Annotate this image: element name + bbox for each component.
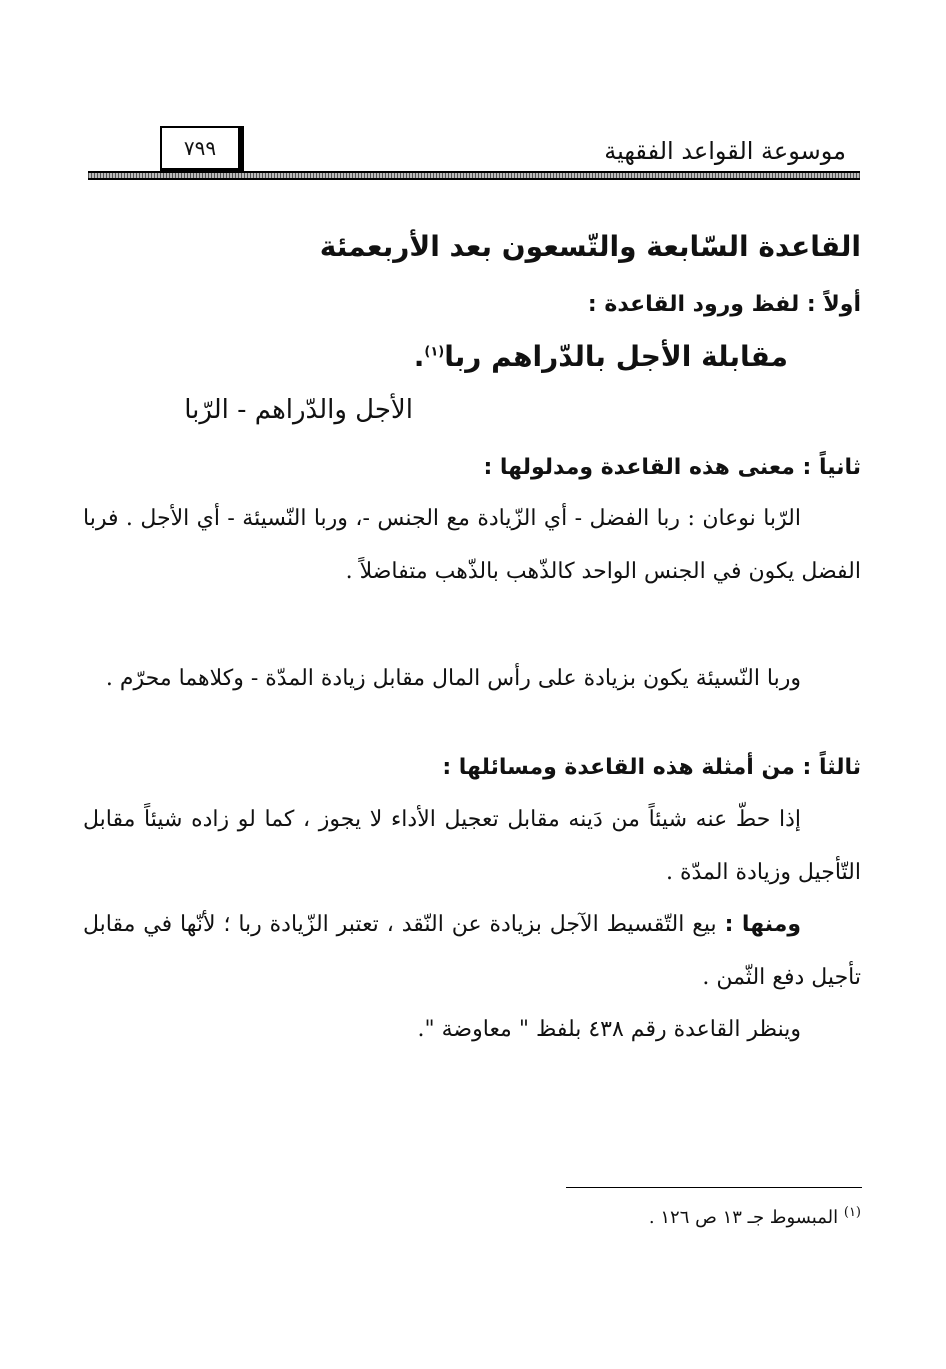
examples-paragraph-3: وينظر القاعدة رقم ٤٣٨ بلفظ " معاوضة ".	[417, 1017, 801, 1042]
footnote-marker: (١)	[843, 1205, 861, 1220]
footnote-ref: (١)	[424, 344, 445, 360]
footnote	[649, 1205, 861, 1228]
meaning-paragraph-1: الرّبا نوعان : ربا الفضل - أي الزّيادة مع الجنس -، وربا النّسيئة - أي الأجل . فربا الفضل يكون في الجنس الواحد كالذّهب بالذّهب متفاضلاً .	[83, 506, 861, 584]
meaning-paragraph-2: وربا النّسيئة يكون بزيادة على رأس المال مقابل زيادة المدّة - وكلاهما محرّم .	[105, 666, 801, 691]
footnote-text: المبسوط جـ ١٣ ص ١٢٦ .	[648, 1207, 839, 1228]
rule-title: القاعدة السّابعة والتّسعون بعد الأربعمئة	[319, 230, 861, 263]
examples-paragraph-2	[83, 898, 861, 1004]
section-heading-meaning: ثانياً : معنى هذه القاعدة ومدلولها :	[483, 455, 861, 480]
book-title: موسوعة القواعد الفقهية	[604, 137, 846, 165]
examples-paragraph-1: إذا حطّ عنه شيئاً من دَينه مقابل تعجيل الأداء لا يجوز ، كما لو زاده شيئاً مقابل التّأجيل وزيادة المدّة .	[83, 807, 861, 885]
keywords: الأجل والدّراهم - الرّبا	[184, 395, 413, 425]
rule-text-period: .	[413, 340, 425, 373]
header-rule	[88, 171, 860, 180]
section-heading-wording: أولاً : لفظ ورود القاعدة :	[587, 292, 861, 317]
rule-text	[414, 340, 788, 373]
rule-text-body: مقابلة الأجل بالدّراهم ربا	[444, 340, 788, 373]
page-number: ٧٩٩	[160, 126, 244, 172]
examples-paragraph-2-lead: ومنها :	[724, 912, 801, 937]
section-heading-examples: ثالثاً : من أمثلة هذه القاعدة ومسائلها :	[442, 755, 861, 780]
examples-paragraph-2-body: بيع التّقسيط الآجل بزيادة عن النّقد ، تعتبر الزّيادة ربا ؛ لأنّها في مقابل تأجيل دفع الثّمن .	[83, 912, 861, 990]
footnote-rule	[566, 1187, 862, 1188]
